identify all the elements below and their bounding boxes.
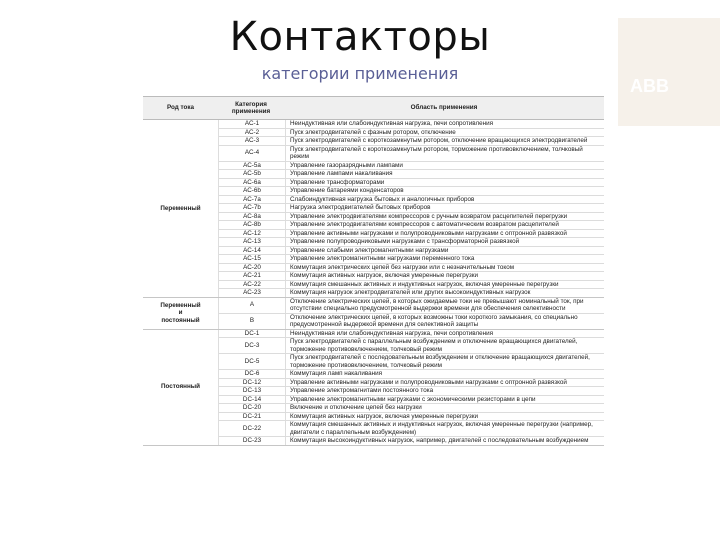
table-row [219, 246, 604, 255]
category-description: Коммутация активных нагрузок, включая умеренные перегрузки [290, 412, 479, 420]
page-subtitle: категории применения [261, 64, 459, 83]
category-code: AC-23 [219, 289, 286, 297]
category-description: Управление электромагнитными нагрузками переменного тока [290, 255, 475, 262]
category-code: AC-5b [219, 170, 286, 178]
table-row [219, 271, 604, 280]
category-description: Коммутация высокоиндуктивных нагрузок, например, двигателей с последовательным возбуждением [290, 437, 589, 444]
category-description: Неиндуктивная или слабоиндуктивная нагрузка, печи сопротивления [290, 120, 494, 127]
table-row [219, 337, 604, 353]
header-category: Категория применения [231, 100, 271, 115]
category-description: Неиндуктивная или слабоиндуктивная нагрузка, печи сопротивления [290, 329, 494, 337]
categories-table [143, 96, 604, 446]
category-code: AC-8b [219, 221, 286, 229]
category-code: DC-3 [219, 338, 286, 353]
category-code: AC-1 [219, 120, 286, 128]
category-description: Отключение электрических цепей, в которых ожидаемые токи не превышают номинальный ток, при отсутствии специально предусмотренной выдержки времени для обеспечения селективности [290, 297, 584, 312]
table-row [219, 395, 604, 404]
category-description: Коммутация смешанных активных и индуктивных нагрузок, включая умеренные перегрузки (например, двигатели с параллельным возбуждением) [290, 421, 593, 436]
category-description: Управление активными нагрузками и полупроводниковыми нагрузками с оптронной развязкой [290, 378, 567, 386]
table-row [219, 237, 604, 246]
table-row [219, 313, 604, 329]
table-row [219, 298, 604, 313]
table-row [219, 145, 604, 161]
category-description: Коммутация смешанных активных и индуктивных нагрузок, включая умеренные перегрузки [290, 280, 559, 288]
category-description: Управление батареями конденсаторов [290, 187, 404, 194]
category-description: Коммутация электрических цепей без нагрузки или с незначительным током [290, 263, 515, 271]
group-label: Постоянный [143, 330, 219, 445]
category-code: A [219, 298, 286, 313]
group-rows [219, 120, 604, 297]
category-code: DC-20 [219, 404, 286, 412]
category-description: Нагрузка электродвигателей бытовых приборов [290, 204, 431, 211]
table-row [219, 136, 604, 145]
category-code: B [219, 314, 286, 329]
table-row [219, 161, 604, 170]
category-code: AC-8a [219, 213, 286, 221]
table-row [219, 436, 604, 445]
table-row [219, 178, 604, 187]
category-description: Отключение электрических цепей, в которых возможны токи короткого замыкания, со специально предусмотренной выдержкой времени для селективной защиты [290, 313, 578, 328]
table-row [219, 412, 604, 421]
table-row [219, 386, 604, 395]
group-rows [219, 330, 604, 445]
table-body [143, 120, 604, 446]
category-code: AC-20 [219, 264, 286, 272]
category-description: Управление полупроводниковыми нагрузками с трансформаторной развязкой [290, 238, 520, 245]
header-application-area: Область применения [410, 104, 478, 112]
category-code: AC-7b [219, 204, 286, 212]
table-row [219, 369, 604, 378]
category-code: DC-21 [219, 413, 286, 421]
category-description: Слабоиндуктивная нагрузка бытовых и аналогичных приборов [290, 195, 475, 203]
category-description: Управление электродвигателями компрессоров с ручным возвратом расцепителей перегрузки [290, 212, 568, 220]
category-code: DC-6 [219, 370, 286, 378]
group-label: Переменный [143, 120, 219, 297]
category-description: Пуск электродвигателей с фазным ротором, отключение [290, 128, 456, 136]
current-group [143, 120, 604, 298]
table-row [219, 229, 604, 238]
category-code: DC-22 [219, 421, 286, 436]
category-code: AC-2 [219, 129, 286, 137]
category-description: Коммутация ламп накаливания [290, 370, 383, 377]
table-row [219, 288, 604, 297]
category-description: Пуск электродвигателей с короткозамкнутым ротором, торможение противовключением, толчковый режим [290, 145, 583, 160]
group-rows [219, 298, 604, 329]
category-description: Включение и отключение цепей без нагрузки [290, 404, 422, 411]
table-row [219, 254, 604, 263]
table-row [219, 195, 604, 204]
category-description: Пуск электродвигателей с параллельным возбуждением и отключение вращающихся двигателей, торможение противовключением, толчковый режим [290, 338, 578, 353]
category-code: DC-5 [219, 354, 286, 369]
table-row [219, 280, 604, 289]
category-description: Управление электромагнитными нагрузками с экономическими резисторами в цепи [290, 395, 536, 403]
table-row [219, 128, 604, 137]
table-row [219, 169, 604, 178]
category-code: AC-4 [219, 146, 286, 161]
category-code: AC-7a [219, 196, 286, 204]
table-header [143, 96, 604, 120]
table-row [219, 203, 604, 212]
category-code: AC-13 [219, 238, 286, 246]
current-group [143, 298, 604, 330]
category-description: Управление газоразрядными лампами [290, 161, 403, 169]
header-current-type: Род тока [166, 104, 195, 112]
category-code: DC-12 [219, 379, 286, 387]
category-code: AC-12 [219, 230, 286, 238]
table-row [219, 330, 604, 338]
category-description: Коммутация активных нагрузок, включая умеренные перегрузки [290, 272, 479, 279]
table-row [219, 403, 604, 412]
category-code: DC-23 [219, 437, 286, 445]
category-description: Управление слабыми электромагнитными нагрузками [290, 246, 449, 254]
category-description: Коммутация нагрузок электродвигателей или других высокоиндуктивных нагрузок [290, 289, 531, 296]
category-description: Управление электродвигателями компрессоров с автоматическим возвратом расцепителей [290, 221, 559, 228]
category-code: DC-1 [219, 330, 286, 338]
category-code: AC-5a [219, 162, 286, 170]
category-code: AC-14 [219, 247, 286, 255]
table-row [219, 378, 604, 387]
category-description: Управление активными нагрузками и полупроводниковыми нагрузками с оптронной развязкой [290, 229, 567, 237]
table-row [219, 353, 604, 369]
table-row [219, 120, 604, 128]
table-row [219, 212, 604, 221]
category-description: Пуск электродвигателей с последовательным возбуждением и отключение вращающихся двигателей, торможение противовключением, толчковый режим [290, 354, 590, 369]
category-code: AC-6a [219, 179, 286, 187]
logo [618, 18, 720, 126]
page-title: Контакторы [229, 14, 491, 60]
logo-text: ABB [630, 76, 669, 96]
category-code: DC-14 [219, 396, 286, 404]
category-code: AC-15 [219, 255, 286, 263]
group-label: Переменный и постоянный [143, 298, 219, 329]
category-description: Управление электромагнитами постоянного тока [290, 387, 434, 394]
category-code: AC-6b [219, 187, 286, 195]
table-row [219, 420, 604, 436]
category-code: AC-21 [219, 272, 286, 280]
category-description: Управление трансформаторами [290, 178, 385, 186]
category-code: DC-13 [219, 387, 286, 395]
table-row [219, 263, 604, 272]
category-code: AC-22 [219, 281, 286, 289]
current-group [143, 330, 604, 446]
table-row [219, 186, 604, 195]
category-code: AC-3 [219, 137, 286, 145]
category-description: Пуск электродвигателей с короткозамкнутым ротором, отключение вращающихся электродвигателей [290, 137, 588, 144]
table-row [219, 220, 604, 229]
category-description: Управление лампами накаливания [290, 170, 393, 177]
